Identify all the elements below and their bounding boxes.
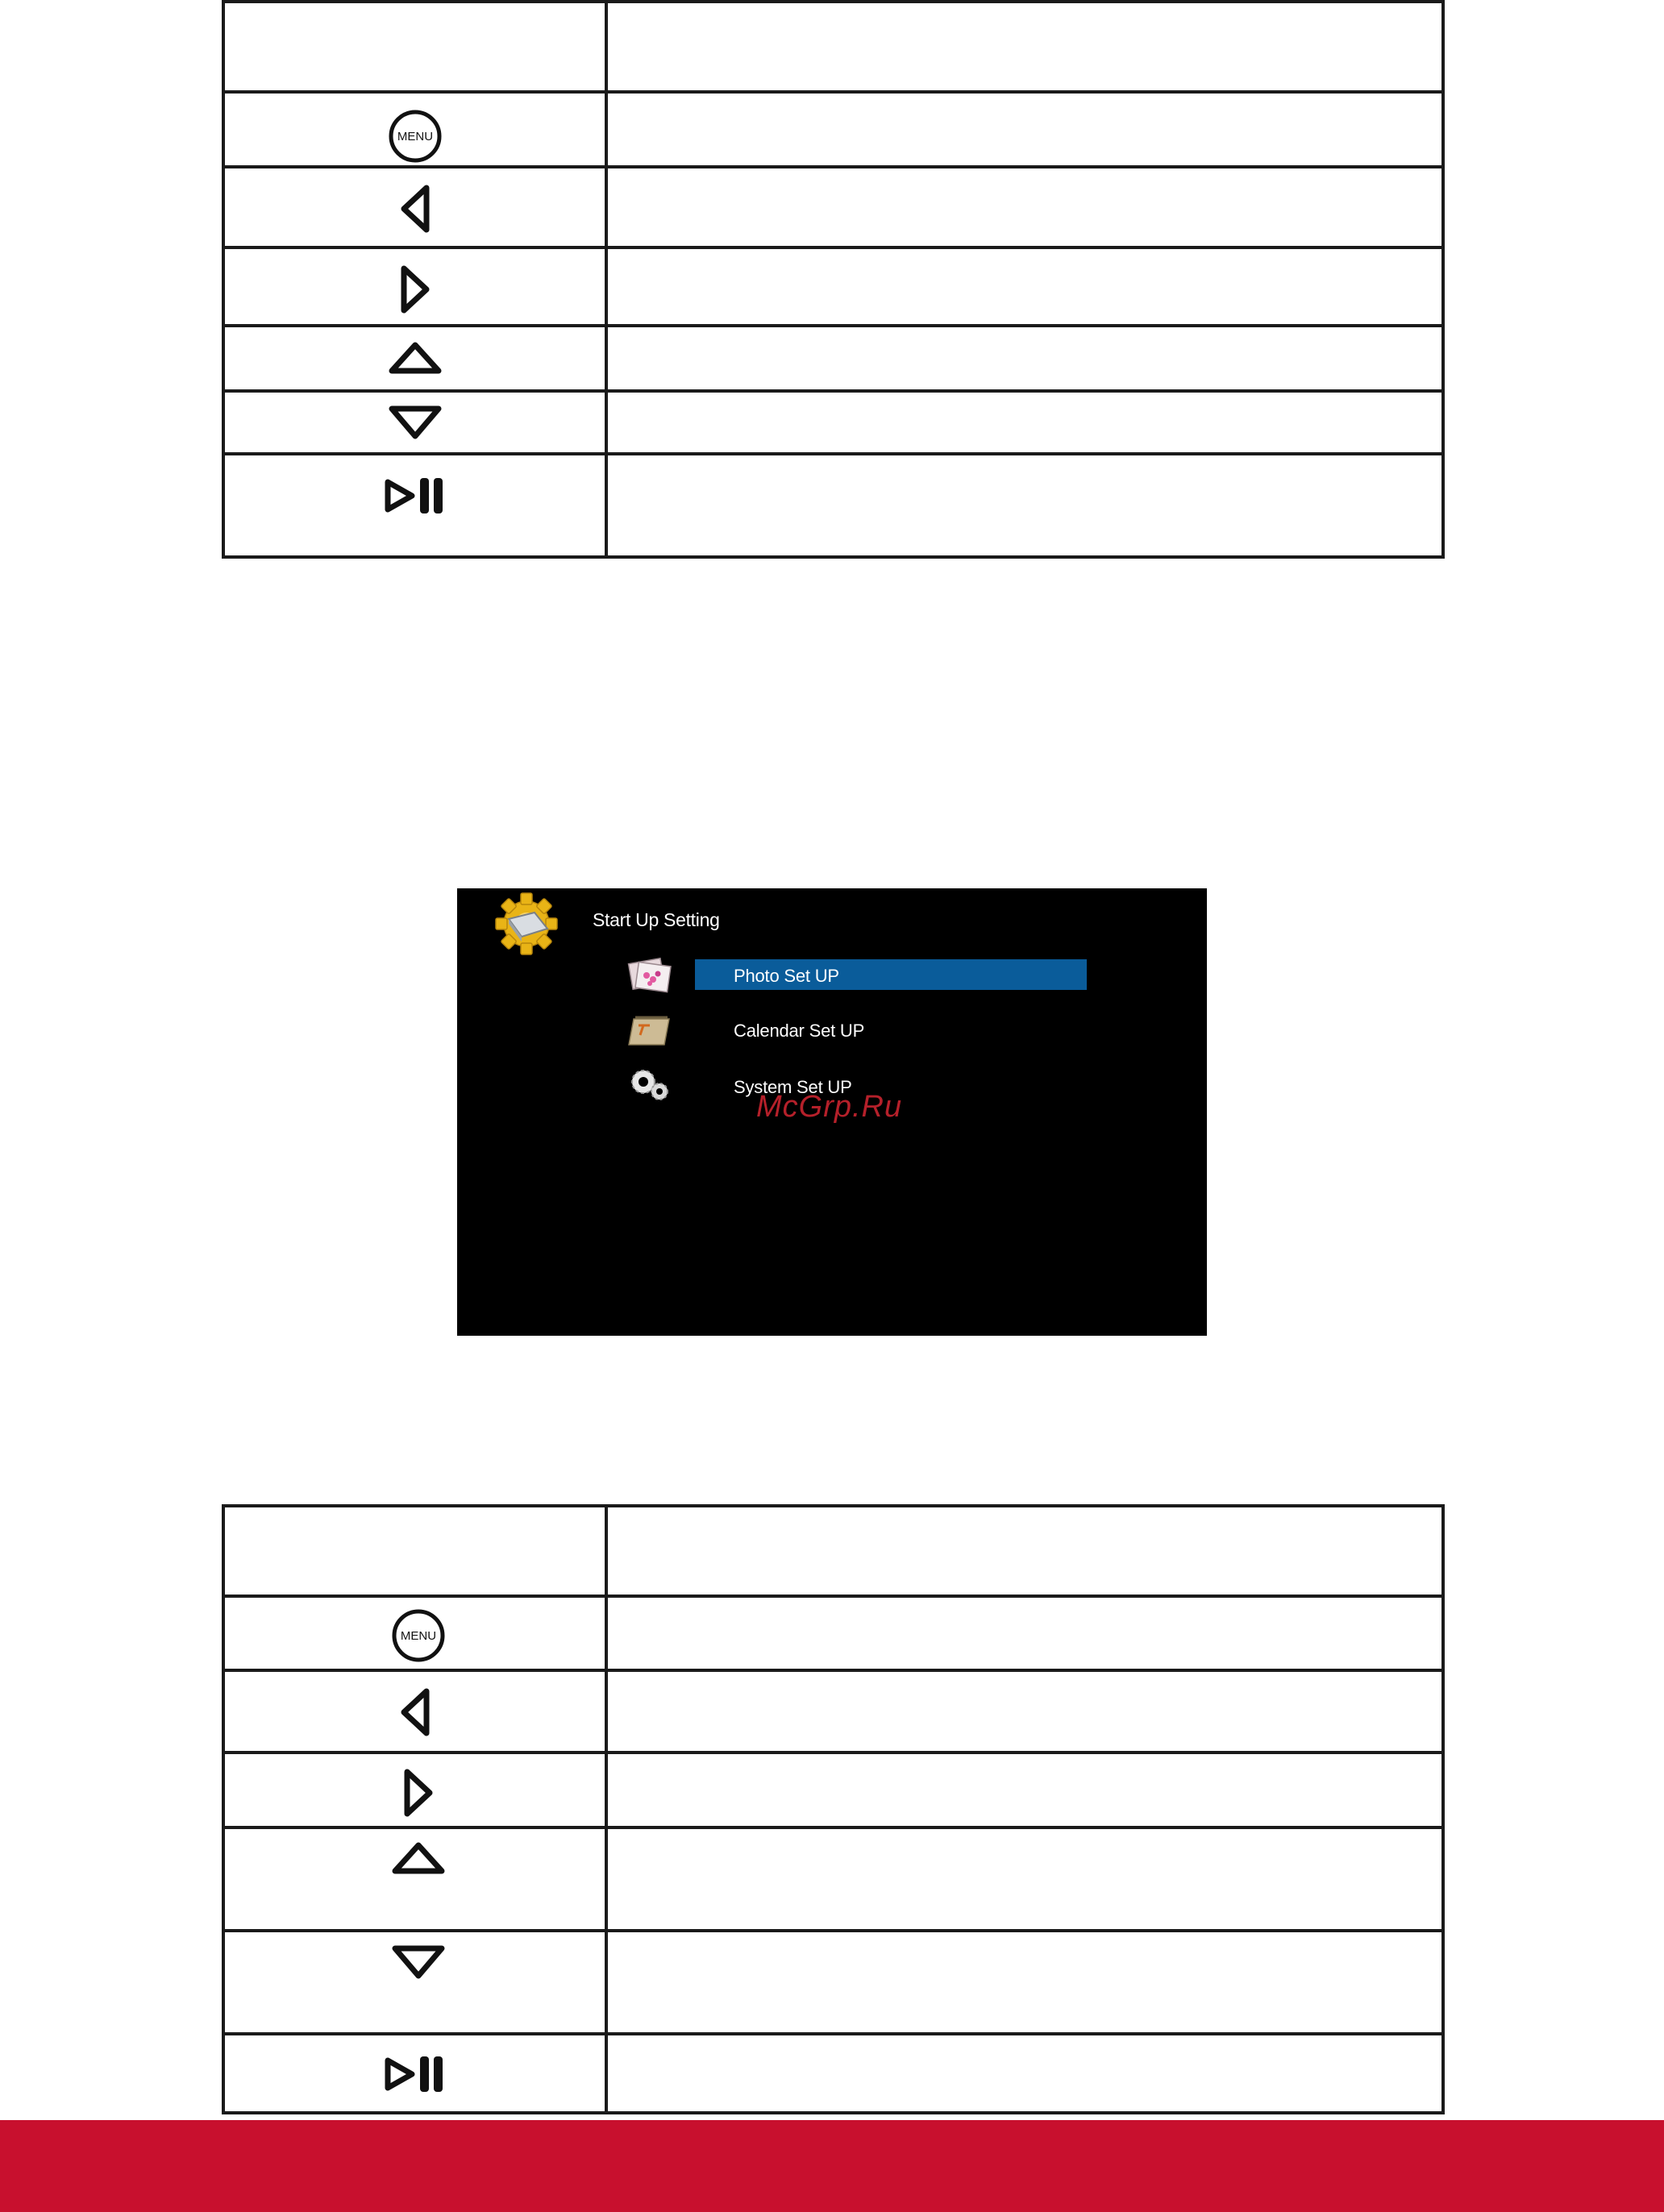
play-pause-icon [225,475,605,517]
table-row [223,167,1443,247]
menu-item-label: System Set UP [734,1077,852,1097]
right-arrow-icon [225,264,605,315]
icon-cell [223,1670,606,1753]
icon-cell [223,454,606,557]
table-description-cell [606,1827,1443,1931]
menu-button-icon [225,1609,605,1662]
table-header-description-cell [606,2,1443,92]
icon-cell [223,2034,606,2113]
icon-cell [223,1596,606,1670]
menu-item-calendar-set-up[interactable] [457,1009,1207,1045]
icon-cell [223,1931,606,2034]
calendar-icon [626,1009,674,1054]
table-description-cell [606,1753,1443,1827]
menu-item-label: Calendar Set UP [734,1021,865,1041]
left-arrow-icon [225,183,605,235]
screen-title: Start Up Setting [593,909,720,930]
table-row [223,2034,1443,2113]
table-description-cell [606,247,1443,326]
table-description-cell [606,1931,1443,2034]
icon-cell [223,1753,606,1827]
menu-icon-text: MENU [397,130,433,143]
menu-item-photo-set-up[interactable] [457,954,1207,990]
icon-cell [223,167,606,247]
table-row [223,326,1443,391]
table-row [223,247,1443,326]
icon-cell [223,326,606,391]
menu-item-label: Photo Set UP [734,966,839,986]
table-header-row [223,1506,1443,1596]
menu-button-icon [225,110,605,163]
table-row [223,391,1443,454]
table-description-cell [606,391,1443,454]
table-header-description-cell [606,1506,1443,1596]
table-header-cell [223,2,606,92]
left-arrow-icon [225,1686,605,1738]
table-description-cell [606,2034,1443,2113]
top-button-table [222,0,1445,559]
table-row [223,1827,1443,1931]
icon-cell [223,247,606,326]
right-arrow-icon [225,1767,605,1819]
icon-cell [223,92,606,167]
table-header-cell [223,1506,606,1596]
bottom-button-table [222,1504,1445,2114]
table-row [223,1753,1443,1827]
table-row [223,1596,1443,1670]
table-description-cell [606,92,1443,167]
table-row [223,454,1443,557]
down-arrow-icon [225,1944,605,1981]
up-arrow-icon [225,340,605,376]
table-row [223,1670,1443,1753]
gear-icon [489,892,567,960]
table-description-cell [606,326,1443,391]
up-arrow-icon [225,1840,605,1876]
table-row [223,92,1443,167]
table-description-cell [606,167,1443,247]
icon-cell [223,391,606,454]
watermark-text: McGrp.Ru [756,1090,903,1124]
down-arrow-icon [225,404,605,441]
icon-cell [223,1827,606,1931]
table-row [223,1931,1443,2034]
table-header-row [223,2,1443,92]
play-pause-icon [225,2053,605,2095]
gears-icon [626,1066,674,1110]
table-description-cell [606,454,1443,557]
table-description-cell [606,1670,1443,1753]
footer-band [0,2120,1664,2212]
table-description-cell [606,1596,1443,1670]
menu-icon-text: MENU [400,1629,436,1643]
photos-icon [626,954,674,999]
